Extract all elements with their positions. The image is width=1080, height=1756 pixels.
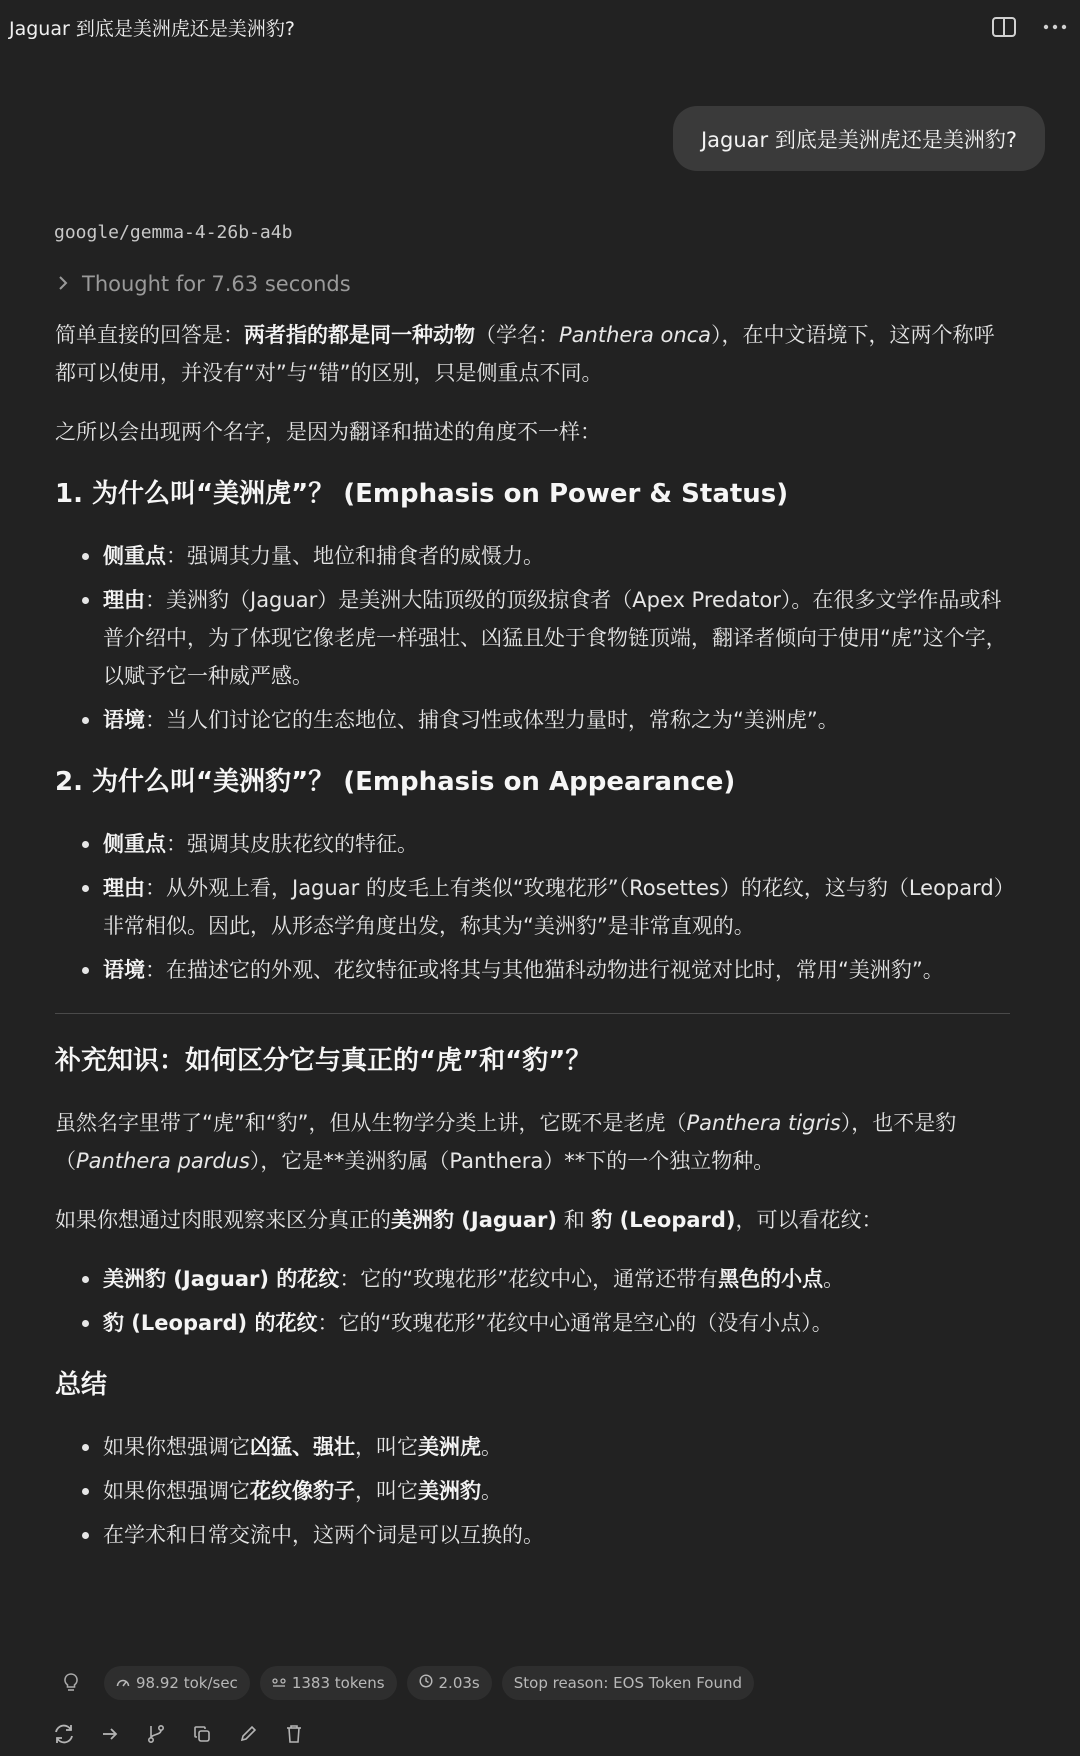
generation-stats (56, 1666, 754, 1700)
list-item: 如果你想强调它凶猛、强壮，叫它美洲虎。 (55, 1428, 1015, 1466)
message-actions (52, 1722, 306, 1746)
chevron-right-icon (58, 272, 68, 296)
list-item: 理由：从外观上看，Jaguar 的皮毛上有类似“玫瑰花形”（Rosettes）的花纹，这与豹（Leopard）非常相似。因此，从形态学角度出发，称其为“美洲豹”是非常直观的。 (55, 869, 1015, 945)
list-item: 语境：当人们讨论它的生态地位、捕食习性或体型力量时，常称之为“美洲虎”。 (55, 701, 1015, 739)
section-heading: 2. 为什么叫“美洲豹”？ (Emphasis on Appearance) (55, 767, 736, 797)
speed-value: 98.92 tok/sec (136, 1674, 238, 1692)
model-name: google/gemma-4-26b-a4b (54, 222, 293, 243)
answer-paragraph: 如果你想通过肉眼观察来区分真正的美洲豹 (Jaguar) 和 豹 (Leopard)，可以看花纹： (55, 1208, 883, 1232)
edit-icon[interactable] (236, 1722, 260, 1746)
thought-label: Thought for 7.63 seconds (82, 272, 351, 296)
more-icon[interactable] (1040, 12, 1070, 42)
speed-chip (104, 1666, 250, 1700)
bullet-list (55, 825, 1015, 989)
list-item: 在学术和日常交流中，这两个词是可以互换的。 (55, 1516, 1015, 1554)
branch-icon[interactable] (144, 1722, 168, 1746)
regenerate-icon[interactable] (52, 1722, 76, 1746)
list-item: 如果你想强调它花纹像豹子，叫它美洲豹。 (55, 1472, 1015, 1510)
assistant-message (55, 316, 1015, 1576)
section-heading: 1. 为什么叫“美洲虎”？ (Emphasis on Power & Status) (55, 479, 789, 509)
time-chip (407, 1666, 492, 1700)
list-item: 美洲豹 (Jaguar) 的花纹：它的“玫瑰花形”花纹中心，通常还带有黑色的小点。 (55, 1260, 1015, 1298)
sidebar-toggle-icon[interactable] (989, 12, 1019, 42)
stop-reason-value: Stop reason: EOS Token Found (513, 1674, 743, 1692)
top-bar (0, 0, 1080, 54)
bullet-list (55, 537, 1015, 739)
section-heading: 总结 (55, 1370, 108, 1400)
answer-paragraph: 虽然名字里带了“虎”和“豹”，但从生物学分类上讲，它既不是老虎（Panthera tigris），也不是豹（Panthera pardus），它是**美洲豹属（Panthera）**下的一个独立物种。 (55, 1111, 957, 1173)
lightbulb-icon[interactable] (56, 1668, 86, 1698)
tokens-icon (272, 1674, 286, 1692)
list-item: 豹 (Leopard) 的花纹：它的“玫瑰花形”花纹中心通常是空心的（没有小点）。 (55, 1304, 1015, 1342)
delete-icon[interactable] (282, 1722, 306, 1746)
answer-paragraph: 简单直接的回答是：两者指的都是同一种动物（学名：Panthera onca），在中文语境下，这两个称呼都可以使用，并没有“对”与“错”的区别，只是侧重点不同。 (55, 323, 995, 385)
stop-reason-chip (502, 1666, 754, 1700)
answer-paragraph: 之所以会出现两个名字，是因为翻译和描述的角度不一样： (55, 420, 601, 444)
divider (55, 1013, 1010, 1014)
thought-toggle[interactable] (58, 272, 351, 296)
section-heading: 补充知识：如何区分它与真正的“虎”和“豹”？ (55, 1046, 592, 1076)
list-item: 侧重点：强调其皮肤花纹的特征。 (55, 825, 1015, 863)
clock-icon (419, 1674, 433, 1692)
list-item: 侧重点：强调其力量、地位和捕食者的威慑力。 (55, 537, 1015, 575)
bullet-list (55, 1428, 1015, 1554)
user-message: Jaguar 到底是美洲虎还是美洲豹? (673, 106, 1045, 171)
chat-title: Jaguar 到底是美洲虎还是美洲豹? (9, 18, 295, 40)
list-item: 理由：美洲豹（Jaguar）是美洲大陆顶级的顶级掠食者（Apex Predator）。在很多文学作品或科普介绍中，为了体现它像老虎一样强壮、凶猛且处于食物链顶端，翻译者倾向于使用“虎”这个字，以赋予它一种威严感。 (55, 581, 1015, 695)
list-item: 语境：在描述它的外观、花纹特征或将其与其他猫科动物进行视觉对比时，常用“美洲豹”。 (55, 951, 1015, 989)
tokens-value: 1383 tokens (291, 1674, 385, 1692)
bullet-list (55, 1260, 1015, 1342)
continue-icon[interactable] (98, 1722, 122, 1746)
time-value: 2.03s (438, 1674, 480, 1692)
gauge-icon (116, 1674, 130, 1692)
tokens-chip (260, 1666, 397, 1700)
copy-icon[interactable] (190, 1722, 214, 1746)
